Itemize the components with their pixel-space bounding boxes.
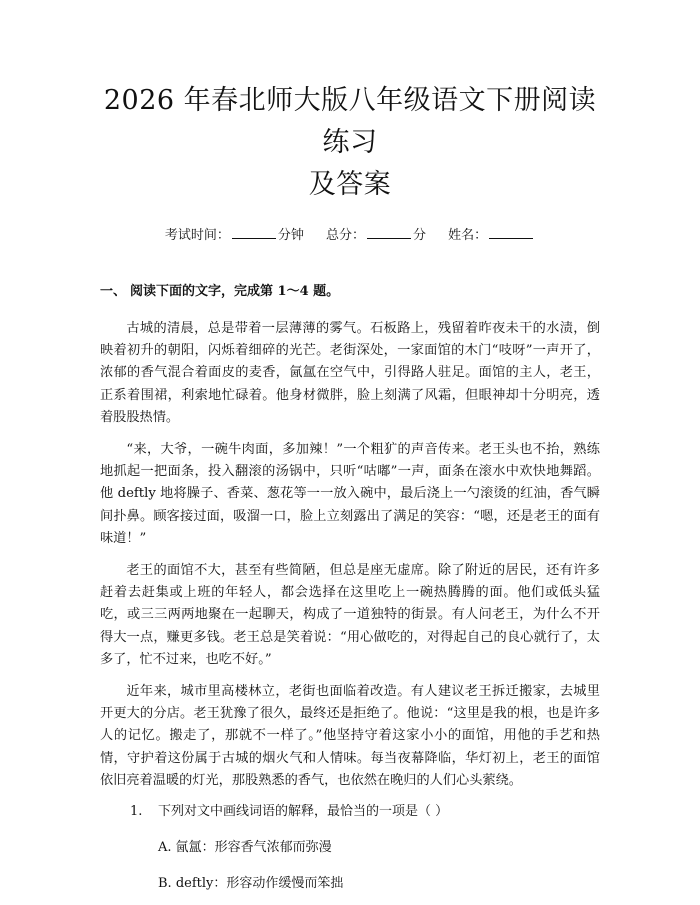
passage-paragraph-3: 老王的面馆不大，甚至有些简陋，但总是座无虚席。除了附近的居民，还有许多赶着去赶集或上班的年轻人，都会选择在这里吃上一碗热腾腾的面。他们或低头猛吃，或三三两两地聚在一起聊天，构成了一道独特的街景。有人问老王，为什么不开得大一点，赚更多钱。老王总是笑着说：“用心做吃的，对得起自己的良心就行了，太多了，忙不过来，也吃不好。” bbox=[100, 563, 600, 667]
passage-paragraph-2: “来，大爷，一碗牛肉面，多加辣！”一个粗犷的声音传来。老王头也不抬，熟练地抓起一把面条，投入翻滚的汤锅中，只听“咕嘟”一声，面条在滚水中欢快地舞蹈。他 deftly 地将臊子、香菜、葱花等一一放入碗中，最后浇上一勺滚烫的红油，香气瞬间扑鼻。顾客接过面，吸溜一口，脸上立刻露出了满足的笑容：“嗯，还是老王的面有味道！” bbox=[100, 442, 600, 546]
total-score-label: 总分： bbox=[325, 228, 365, 243]
exam-info bbox=[100, 226, 600, 246]
passage-paragraph-4: 近年来，城市里高楼林立，老街也面临着改造。有人建议老王拆迁搬家，去城里开更大的分店。老王犹豫了很久，最终还是拒绝了。他说：“这里是我的根，也是许多人的记忆。搬走了，那就不一样了。”他坚持守着这家小小的面馆，用他的手艺和热情，守护着这份属于古城的烟火气和人情味。每当夜幕降临，华灯初上，老王的面馆依旧亮着温暖的灯光，那股熟悉的香气，也依然在晚归的人们心头萦绕。 bbox=[100, 684, 600, 788]
student-name bbox=[448, 226, 535, 246]
student-name-label: 姓名： bbox=[448, 228, 488, 243]
section-1-instruction: 阅读下面的文字，完成第 1～4 题。 bbox=[130, 284, 340, 299]
question-list bbox=[100, 802, 600, 894]
total-score-blank bbox=[367, 226, 411, 239]
reading-passage bbox=[100, 318, 600, 792]
document-title bbox=[100, 80, 600, 206]
total-score bbox=[326, 226, 426, 246]
question-1 bbox=[100, 802, 600, 822]
title-line-2: 及答案 bbox=[308, 169, 392, 200]
section-1-number: 一、 bbox=[100, 284, 127, 299]
question-1-text: 下列对文中画线词语的解释，最恰当的一项是（ ） bbox=[158, 804, 449, 820]
question-1-number: 1. bbox=[130, 804, 143, 820]
exam-time-blank bbox=[232, 226, 276, 239]
question-1-option-b: B. deftly：形容动作缓慢而笨拙 bbox=[158, 876, 344, 892]
exam-time-unit: 分钟 bbox=[277, 228, 304, 243]
total-score-unit: 分 bbox=[413, 228, 427, 243]
passage-paragraph-1: 古城的清晨，总是带着一层薄薄的雾气。石板路上，残留着昨夜未干的水渍，倒映着初升的朝阳，闪烁着细碎的光芒。老街深处，一家面馆的木门“吱呀”一声开了，浓郁的香气混合着面皮的麦香，氤氲在空气中，引得路人驻足。面馆的主人，老王，正系着围裙，利索地忙碌着。他身材微胖，脸上刻满了风霜，但眼神却十分明亮，透着股股热情。 bbox=[100, 321, 600, 425]
student-name-blank bbox=[489, 226, 533, 239]
question-1-option-a: A. 氤氲：形容香气浓郁而弥漫 bbox=[158, 840, 332, 856]
section-1-heading bbox=[100, 282, 600, 302]
title-line-1: 2026 年春北师大版八年级语文下册阅读练习 bbox=[103, 85, 597, 158]
exam-time-label: 考试时间： bbox=[164, 228, 230, 243]
exam-time bbox=[165, 226, 304, 246]
